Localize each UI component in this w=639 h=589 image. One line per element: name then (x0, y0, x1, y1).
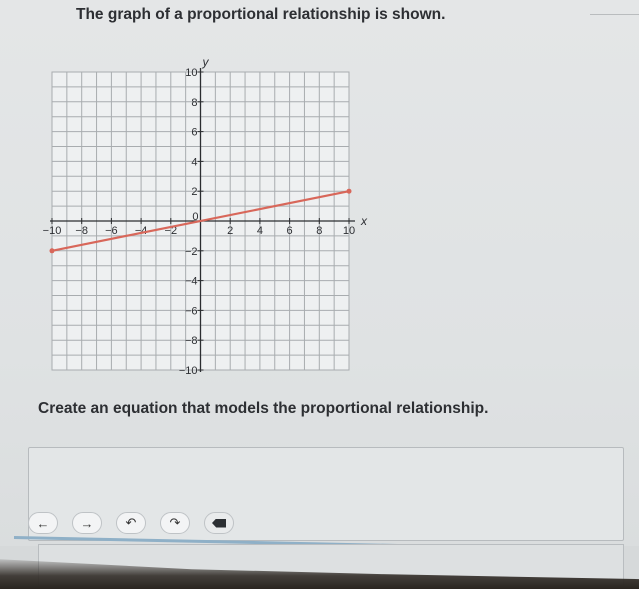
x-tick-label: 2 (227, 225, 234, 237)
graph-svg (40, 56, 385, 381)
y-tick-label: 4 (191, 156, 198, 169)
equation-input[interactable] (36, 452, 626, 502)
y-tick-label: −8 (184, 335, 198, 348)
y-axis-label: y (202, 56, 209, 69)
right-arrow-button[interactable] (72, 512, 102, 534)
x-tick-label: −2 (164, 225, 178, 237)
divider (590, 14, 639, 15)
x-tick-label: −8 (75, 225, 88, 237)
delete-button[interactable] (204, 512, 234, 534)
line-endpoint-arrow (347, 189, 352, 194)
redo-button[interactable] (160, 512, 190, 534)
y-tick-label: 8 (191, 96, 198, 109)
question-prompt: The graph of a proportional relationship is shown. (76, 6, 446, 23)
undo-icon: ↶ (125, 515, 137, 530)
left-arrow-icon: ← (36, 515, 50, 531)
y-tick-label: 6 (191, 126, 198, 139)
coordinate-graph (40, 56, 385, 381)
x-tick-label: 10 (342, 225, 356, 237)
y-tick-label: −4 (184, 275, 198, 288)
redo-icon: ↷ (169, 515, 181, 530)
y-tick-label: −6 (184, 305, 198, 318)
backspace-icon (212, 519, 226, 528)
y-tick-label: −2 (184, 245, 198, 258)
x-tick-label: 4 (256, 225, 263, 237)
y-tick-label: 10 (185, 67, 198, 79)
x-tick-label: 6 (286, 225, 293, 237)
x-tick-label: 8 (316, 225, 323, 237)
x-tick-label: −4 (134, 225, 148, 237)
math-toolbar (28, 512, 234, 536)
x-tick-label: 0 (192, 211, 199, 223)
x-tick-label: −6 (105, 225, 118, 237)
right-arrow-icon: → (80, 515, 94, 531)
x-axis-label: x (361, 214, 367, 228)
question-instruction: Create an equation that models the proportional relationship. (38, 400, 489, 417)
y-tick-label: 2 (191, 186, 198, 199)
line-endpoint-arrow (50, 248, 55, 253)
undo-button[interactable] (116, 512, 146, 534)
x-tick-label: −10 (42, 225, 62, 237)
y-tick-label: −10 (178, 365, 198, 377)
left-arrow-button[interactable] (28, 512, 58, 534)
